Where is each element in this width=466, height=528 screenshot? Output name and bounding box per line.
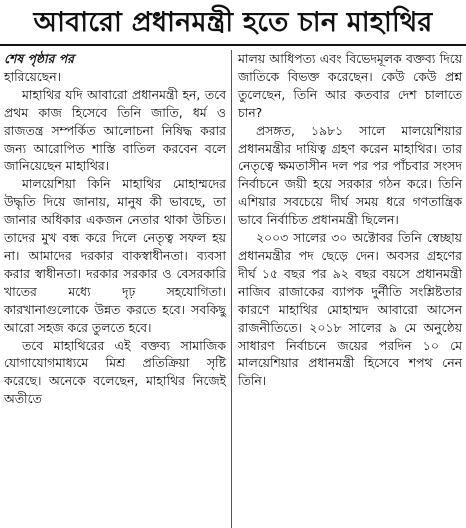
- left-column: [4, 50, 226, 408]
- paragraph: মালয়েশিয়া কিনি মাহাথির মোহাম্মদের উদ্ধৃতি দিয়ে জানায়, মানুষ কী ভাবছে, তা জানার অধিকার একজন নেতার থাকা উচিত। তাদের মুখ বন্ধ করে দিলে নেতৃত্ব সফল হয় না। আমাদের দরকার বাকস্বাধীনতা। ব্যবসা করার স্বাধীনতা। দরকার সরকার ও বেসরকারি খাতের মধ্যে দৃঢ় সহযোগিতা। কারখানাগুলোকে উন্নত করতে হবে। সবকিছু আরো সহজ করে তুলতে হবে।: [4, 176, 226, 335]
- headline-rule: [0, 44, 466, 46]
- column-divider: [231, 50, 232, 528]
- paragraph: প্রসঙ্গত, ১৯৮১ সালে মালয়েশিয়ার প্রধানমন্ত্রীর দায়িত্ব গ্রহণ করেন মাহাথির। তার নেতৃত্বে ক্ষমতাসীন দল পর পর পাঁচবার সংসদ নির্বাচনে জয়ী হয়ে সরকার গঠন করে। তিনি এশিয়ার সবচেয়ে দীর্ঘ সময় ধরে গণতান্ত্রিক ভাবে নির্বাচিত প্রধানমন্ত্রী ছিলেন।: [238, 122, 462, 228]
- paragraph: তবে মাহাথিরের এই বক্তব্য সামাজিক যোগাযোগমাধ্যমে মিশ্র প্রতিক্রিয়া সৃষ্টি করেছে। অনেকে বলেছেন, মাহাথির নিজেই অতীতে: [4, 337, 226, 407]
- paragraph: হারিয়েছেন।: [4, 68, 62, 84]
- paragraph: মালয় আধিপত্য এবং বিভেদমূলক বক্তব্য দিয়ে জাতিকে বিভক্ত করেছেন। কেউ কেউ প্রশ্ন তুলেছেন, তিনি আর কতবার দেশ চালাতে চান?: [238, 51, 462, 120]
- headline: আবারো প্রধানমন্ত্রী হতে চান মাহাথির: [33, 7, 433, 38]
- paragraph: ২০০৩ সালের ৩০ অক্টোবর তিনি স্বেচ্ছায় প্রধানমন্ত্রীর পদ ছেড়ে দেন। অবসর গ্রহণের দীর্ঘ ১৫ বছর পর ৯২ বছর বয়সে প্রধানমন্ত্রী নাজিব রাজাকের ব্যাপক দুর্নীতি সংশ্লিষ্টতার কারণে মাহাথির মোহাম্মদ আবারো আসেন রাজনীতিতে। ২০১৮ সালের ৯ মে অনুষ্ঠেয় সাধারণ নির্বাচনে জয়ের পরদিন ১০ মে মালয়েশিয়ার প্রধানমন্ত্রী হিসেবে শপথ নেন তিনি।: [238, 230, 462, 389]
- continuation-kicker: শেষ পৃষ্ঠার পর: [4, 51, 74, 66]
- paragraph: মাহাথির যদি আবারো প্রধানমন্ত্রী হন, তবে প্রথম কাজ হিসেবে তিনি জাতি, ধর্ম ও রাজতন্ত্র সম্পর্কিত আলোচনা নিষিদ্ধ করার জন্য আরোপিত শাস্তি বাতিল করবেন বলে জানিয়েছেন মাহাথির।: [4, 86, 226, 174]
- right-column: [238, 50, 462, 390]
